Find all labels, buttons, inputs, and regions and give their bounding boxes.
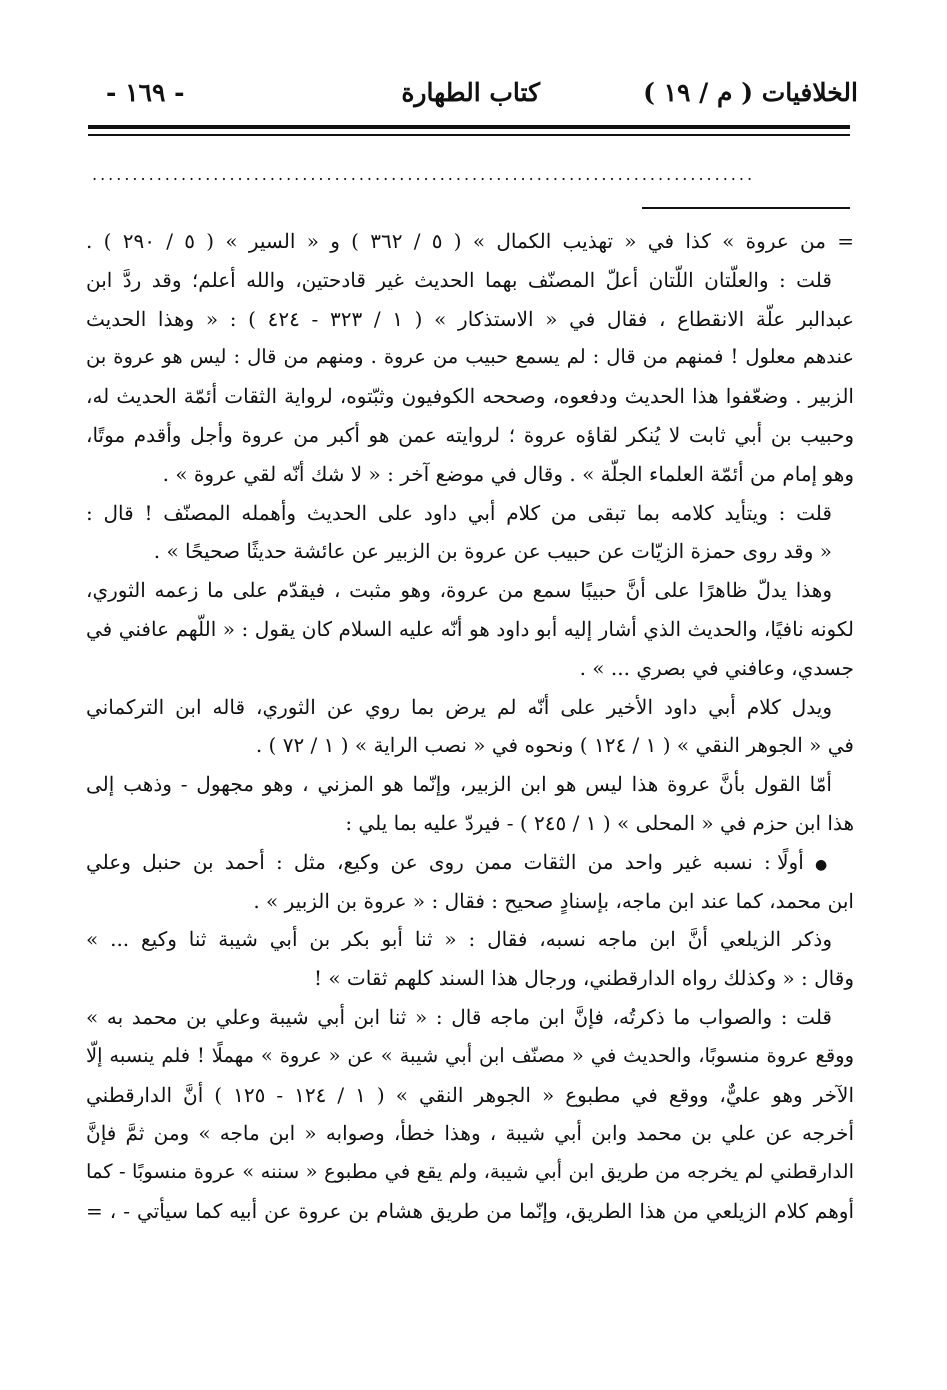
text-line: ويدل كلام أبي داود الأخير على أنّه لم يرض بما روي عن الثوري، قاله ابن التركماني — [86, 694, 833, 719]
text-line: وهو إمام من أئمّة العلماء الجلّة » . وقال في موضع آخر : « لا شك أنّه لقي عروة » . — [162, 461, 854, 486]
text-line: عندهم معلول ! فمنهم من قال : لم يسمع حبيب من عروة . ومنهم من قال : ليس هو عروة بن — [86, 345, 854, 369]
footnote-body — [86, 222, 854, 1231]
text-line: جسدي، وعافني في بصري ... » . — [579, 655, 854, 680]
text-line: لكونه نافيًا، والحديث الذي أشار إليه أبو داود هو أنّه عليه السلام كان يقول : « اللّهم عافني في — [86, 616, 854, 641]
header-rule-thick — [88, 125, 850, 129]
text-line: قلت : والصواب ما ذكرتُه، فإنَّ ابن ماجه قال : « ثنا ابن أبي شيبة وعلي بن محمد به » — [86, 1004, 832, 1029]
text-line: أخرجه عن علي بن محمد وابن أبي شيبة ، وهذا خطأ، وصوابه « ابن ماجه » ومن ثمَّ فإنَّ — [86, 1121, 854, 1146]
text-line: قلت : والعلّتان اللّتان أعلّ المصنّف بهما الحديث غير قادحتين، والله أعلم؛ وقد ردَّ ابن — [86, 267, 832, 292]
header-rule-thin — [88, 134, 850, 136]
dotted-separator: .................................................................................. — [92, 165, 756, 184]
text-line: الآخر وهو عليٌّ، ووقع في مطبوع « الجوهر النقي » ( ١ / ١٢٤ - ١٢٥ ) أنَّ الدارقطني — [86, 1082, 854, 1107]
text-line: أوهم كلام الزيلعي من هذا الطريق، وإنّما من طريق هشام بن عروة عن أبيه كما سيأتي - ، = — [86, 1198, 854, 1223]
text-line: وذكر الزيلعي أنَّ ابن ماجه نسبه، فقال : « ثنا أبو بكر بن أبي شيبة ثنا وكيع ... » — [86, 927, 832, 952]
text-line: أمّا القول بأنَّ عروة هذا ليس هو ابن الزبير، وإنّما هو المزني ، وهو مجهول - وذهب إلى — [86, 772, 832, 797]
running-head-book: الخلافيات ( م / ١٩ ) — [643, 78, 858, 107]
footnote-rule — [642, 207, 850, 209]
text-line: « وقد روى حمزة الزيّات عن حبيب عن عروة بن الزبير عن عائشة حديثًا صحيحًا » . — [153, 539, 832, 564]
bullet-icon: ● — [814, 856, 832, 873]
text-line: الزبير . وضعّفوا هذا الحديث ودفعوه، وصححه الكوفيون وثبّتوه، لرواية الثقات أئمّة الحديث له، — [86, 384, 854, 409]
text-line: وقال : « وكذلك رواه الدارقطني، ورجال هذا السند كلهم ثقات » ! — [313, 966, 854, 991]
text-line: الدارقطني لم يخرجه من طريق ابن أبي شيبة، ولم يقع في مطبوع « سننه » عروة منسوبًا - كما — [86, 1160, 854, 1184]
text-line: = من عروة » كذا في « تهذيب الكمال » ( ٥ / ٣٦٢ ) و « السير » ( ٥ / ٢٩٠ ) . — [86, 229, 854, 253]
text-line: عبدالبر علّة الانقطاع ، فقال في « الاستذكار » ( ١ / ٣٢٣ - ٤٢٤ ) : « وهذا الحديث — [86, 306, 854, 331]
page-number: - ١٦٩ - — [106, 78, 185, 107]
text-line: في « الجوهر النقي » ( ١ / ١٢٤ ) ونحوه في « نصب الراية » ( ١ / ٧٢ ) . — [255, 733, 854, 758]
text-line: ووقع عروة منسوبًا، والحديث في « مصنّف ابن أبي شيبة » عن « عروة » مهملًا ! فلم ينسبه إلّا — [86, 1043, 854, 1067]
page-header — [88, 78, 858, 118]
text-line: هذا ابن حزم في « المحلى » ( ١ / ٢٤٥ ) - فيردّ عليه بما يلي : — [345, 810, 854, 835]
text-line: ابن محمد، كما عند ابن ماجه، بإسنادٍ صحيح : فقال : « عروة بن الزبير » . — [253, 888, 854, 913]
text-line-bulleted — [86, 843, 854, 882]
text-line: وهذا يدلّ ظاهرًا على أنَّ حبيبًا سمع من عروة، وهو مثبت ، فيقدّم على ما زعمه الثوري، — [86, 578, 832, 603]
text-line-content: أولًا : نسبه غير واحد من الثقات ممن روى عن وكيع، مثل : أحمد بن حنبل وعلي — [86, 849, 804, 874]
running-head-chapter: كتاب الطهارة — [401, 78, 540, 107]
text-line: وحبيب بن أبي ثابت لا يُنكر لقاؤه عروة ؛ لروايته عمن هو أكبر من عروة وأجل وأقدم موتًا، — [86, 422, 854, 447]
text-line: قلت : ويتأيد كلامه بما تبقى من كلام أبي داود على الحديث وأهمله المصنّف ! قال : — [86, 500, 832, 525]
